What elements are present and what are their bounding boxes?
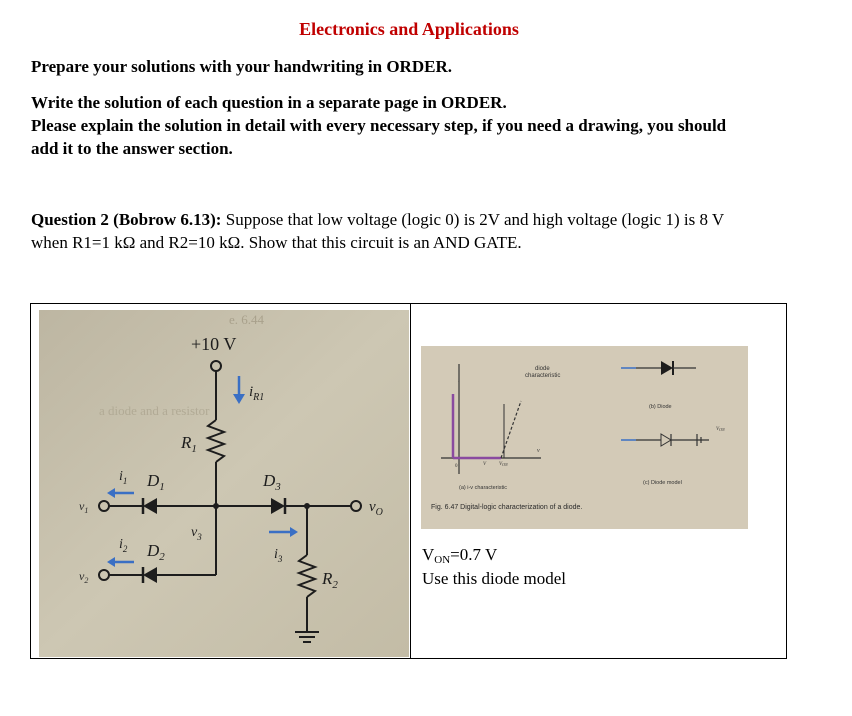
von-value: =0.7 V bbox=[450, 545, 498, 564]
i3-sub: 3 bbox=[277, 554, 283, 564]
v3-sub: 3 bbox=[197, 532, 202, 542]
v2-label: v bbox=[79, 569, 85, 583]
v3-label: v bbox=[191, 525, 198, 540]
svg-text:e. 6.44: e. 6.44 bbox=[229, 312, 265, 327]
iv-caption: (a) i-v characteristic bbox=[459, 485, 507, 491]
r1-label: R bbox=[181, 433, 192, 452]
instruction-4: add it to the answer section. bbox=[31, 139, 233, 158]
vo-label: v bbox=[369, 499, 376, 515]
d2-sub: 2 bbox=[159, 551, 165, 563]
iv-axis-i: i bbox=[458, 378, 460, 384]
r2-label: R bbox=[322, 569, 333, 588]
diode-characteristic-label-1: diode bbox=[535, 366, 550, 372]
use-model-text: Use this diode model bbox=[422, 569, 567, 588]
d1-label: D bbox=[147, 471, 160, 490]
circuit-cell bbox=[31, 304, 411, 659]
question-label: Question 2 (Bobrow 6.13): bbox=[31, 210, 222, 229]
iv-von-sub: ON bbox=[502, 462, 508, 467]
iv-axis-v: v bbox=[537, 448, 540, 454]
i2-sub: 2 bbox=[122, 544, 128, 554]
svg-text:VON bbox=[499, 462, 508, 467]
supply-label: +10 V bbox=[191, 334, 237, 354]
ir1-label: i bbox=[249, 384, 254, 400]
instruction-1: Prepare your solutions with your handwriting in ORDER. bbox=[31, 57, 452, 76]
d3-sub: 3 bbox=[275, 481, 281, 493]
document-title: Electronics and Applications bbox=[299, 19, 519, 39]
r1-sub: 1 bbox=[191, 443, 197, 455]
v1-sub: 1 bbox=[84, 506, 89, 515]
i3-label: i bbox=[274, 547, 278, 562]
instruction-2: Write the solution of each question in a separate page in ORDER. bbox=[31, 93, 507, 112]
diode-model-caption: (c) Diode model bbox=[643, 480, 682, 486]
vo-sub: O bbox=[375, 507, 383, 518]
figure-table bbox=[30, 303, 787, 659]
r2-sub: 2 bbox=[332, 579, 338, 591]
von-label: V bbox=[422, 545, 435, 564]
d2-label: D bbox=[147, 541, 160, 560]
circuit-photo bbox=[39, 310, 409, 657]
model-von-sub: ON bbox=[719, 427, 725, 432]
von-line bbox=[422, 544, 566, 568]
d3-label: D bbox=[263, 471, 276, 490]
question-line-2: when R1=1 kΩ and R2=10 kΩ. Show that this circuit is an AND GATE. bbox=[31, 233, 522, 252]
iv-vy: V bbox=[483, 462, 487, 467]
diode-characteristic-label-2: characteristic bbox=[525, 373, 561, 379]
i1-sub: 1 bbox=[122, 476, 128, 486]
instruction-3: Please explain the solution in detail with every necessary step, if you need a drawing, you should bbox=[31, 116, 727, 135]
svg-text:VON bbox=[716, 427, 725, 432]
i1-label: i bbox=[119, 469, 123, 484]
diode-caption: (b) Diode bbox=[649, 404, 672, 410]
model-von: V bbox=[716, 427, 720, 432]
i2-label: i bbox=[119, 537, 123, 552]
v2-sub: 2 bbox=[84, 576, 89, 585]
ir1-sub: R1 bbox=[253, 392, 265, 403]
iv-von: V bbox=[499, 462, 503, 467]
iv-origin: 0 bbox=[455, 464, 458, 469]
d1-sub: 1 bbox=[159, 481, 165, 493]
diode-characterization-photo bbox=[421, 346, 748, 529]
question-line-1 bbox=[31, 210, 724, 230]
v1-label: v bbox=[79, 499, 85, 513]
diode-cell bbox=[411, 304, 787, 659]
model-note bbox=[422, 544, 566, 589]
svg-text:a diode and a resistor: a diode and a resistor bbox=[99, 403, 210, 418]
figure-caption: Fig. 6.47 Digital-logic characterization of a diode. bbox=[431, 504, 583, 511]
von-sub: ON bbox=[434, 554, 451, 566]
question-text-1: Suppose that low voltage (logic 0) is 2V and high voltage (logic 1) is 8 V bbox=[221, 210, 725, 229]
